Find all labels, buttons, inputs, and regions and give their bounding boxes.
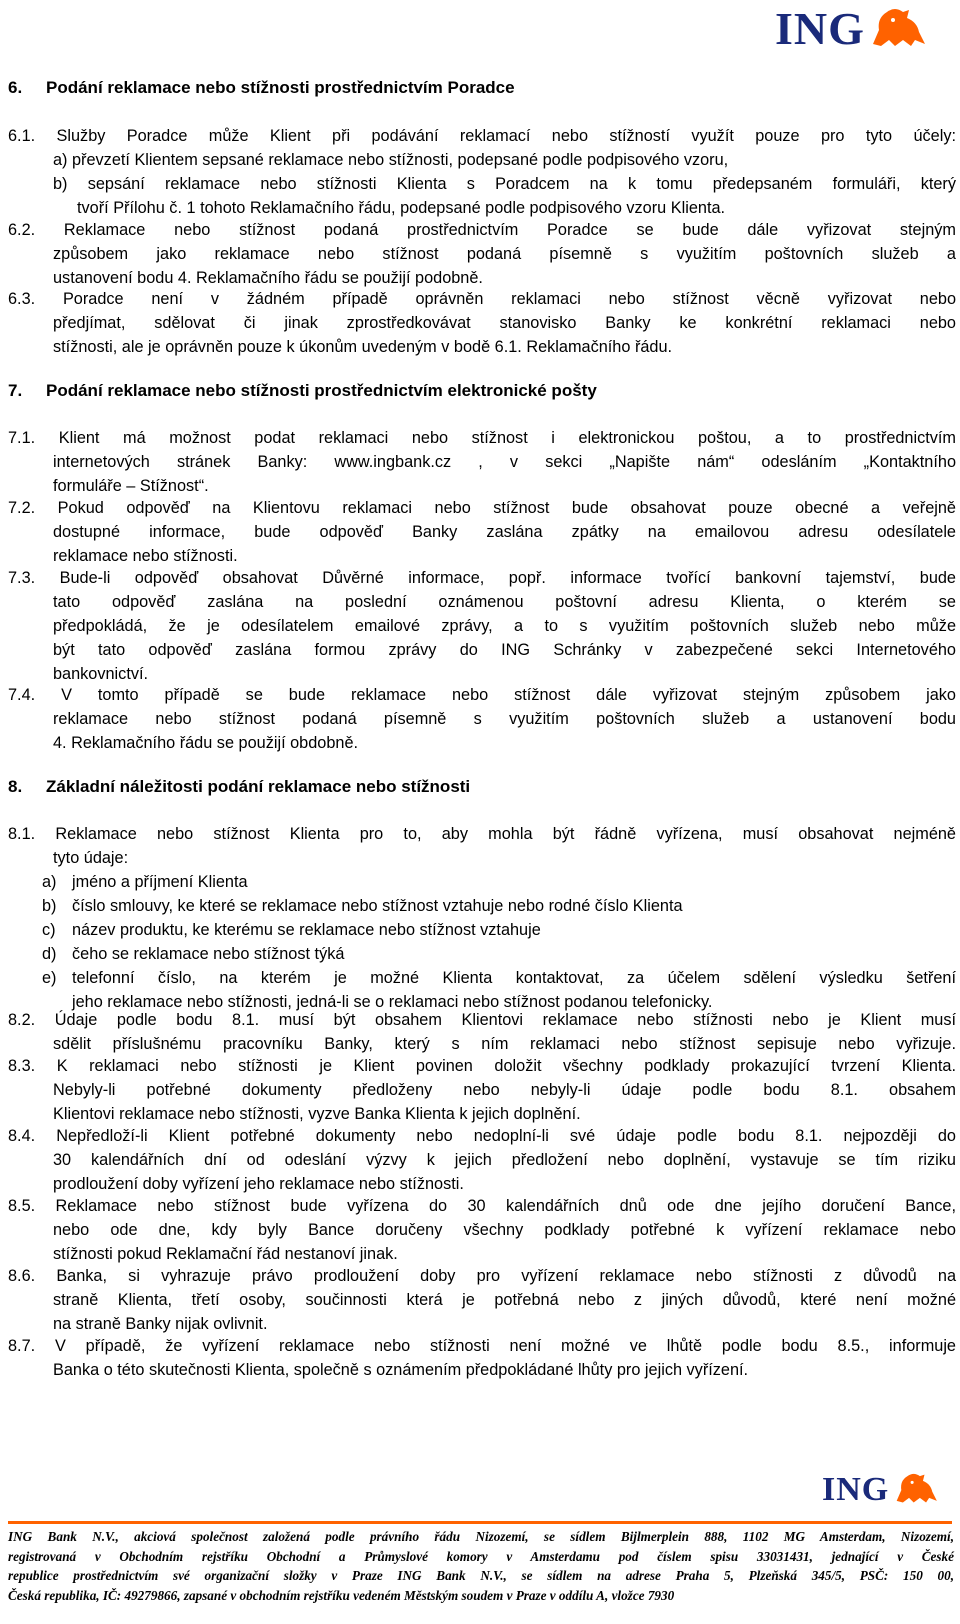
- section-number: 7.: [8, 381, 23, 400]
- list-item-label: b): [42, 897, 57, 915]
- lion-icon: [869, 4, 927, 53]
- text-line: stížnosti, ale je oprávněn pouze k úkonům uvedeným v bodě 6.1. Reklamačního řádu.: [53, 338, 673, 356]
- text-line: formuláře – Stížnost“.: [53, 477, 209, 495]
- list-item: [8, 870, 956, 894]
- section-8-heading: [8, 776, 470, 798]
- text-line: způsobem jako reklamace nebo stížnost podaná písemně s využitím poštovních služeb a: [53, 245, 956, 263]
- text-line: Banka o této skutečnosti Klienta, společně s oznámením předpokládané lhůty pro jejich vyřízení.: [53, 1361, 749, 1379]
- text-line: 6.3. Poradce není v žádném případě oprávněn reklamaci nebo stížnost věcně vyřizovat nebo: [8, 290, 956, 308]
- section-7-heading: [8, 380, 597, 402]
- list-item-label: e): [42, 969, 57, 987]
- section-title: Podání reklamace nebo stížnosti prostřednictvím elektronické pošty: [46, 381, 597, 400]
- text-line: b) sepsání reklamace nebo stížnosti Klienta s Poradcem na k tomu předepsaném formuláři, který: [53, 175, 956, 193]
- text-line: 8.2. Údaje podle bodu 8.1. musí být obsahem Klientovi reklamace nebo stížnosti nebo je Klient musí: [8, 1011, 956, 1029]
- list-item-label: d): [42, 945, 57, 963]
- text-line: 8.5. Reklamace nebo stížnost bude vyřízena do 30 kalendářních dnů ode dne jejího doručení Bance,: [8, 1197, 956, 1215]
- text-line: Nebyly-li potřebné dokumenty předloženy nebo nebyly-li údaje podle bodu 8.1. obsahem: [53, 1081, 956, 1099]
- footer-line: registrovaná v Obchodním rejstříku Obchodní a Průmyslové komory v Amsterdamu pod číslem spisu 33031431, jednající v České: [8, 1548, 954, 1564]
- section-title: Základní náležitosti podání reklamace nebo stížnosti: [46, 777, 471, 796]
- text-line: Klientovi reklamace nebo stížnosti, vyzve Banka Klienta k jejich doplnění.: [53, 1105, 581, 1123]
- paragraph-7-1: [8, 426, 956, 498]
- list-item: [8, 918, 956, 942]
- section-6-heading: [8, 77, 515, 99]
- paragraph-8-6: [8, 1264, 956, 1336]
- list-item-text: telefonní číslo, na kterém je možné Klienta kontaktovat, za účelem sdělení výsledku šetření: [72, 969, 956, 987]
- list-item-text: čeho se reklamace nebo stížnost týká: [72, 945, 345, 963]
- ing-logo-header: [775, 4, 927, 53]
- paragraph-6-2: [8, 218, 956, 290]
- paragraph-8-4: [8, 1124, 956, 1196]
- text-line: 30 kalendářních dní od odeslání výzvy k jejich předložení nebo doplnění, vystavuje se tím riziku: [53, 1151, 956, 1169]
- lion-icon: [893, 1470, 939, 1509]
- text-line: být tato odpověď zaslána formou zprávy do ING Schránky v zabezpečené sekci Internetového: [53, 641, 956, 659]
- text-line: 8.6. Banka, si vyhrazuje právo prodloužení doby pro vyřízení reklamace nebo stížnosti z důvodů na: [8, 1267, 956, 1285]
- footer-legal-text: [8, 1527, 954, 1605]
- ing-logo-footer: [822, 1470, 939, 1509]
- text-line: straně Klienta, třetí osoby, součinnosti která je potřebná nebo z jiných důvodů, které není možné: [53, 1291, 956, 1309]
- text-line: nebo ode dne, kdy byly Bance doručeny všechny podklady potřebné k vyřízení reklamace nebo: [53, 1221, 956, 1239]
- footer-line: ING Bank N.V., akciová společnost založená podle právního řádu Nizozemí, se sídlem Bijlmerplein 888, 1102 MG Amsterdam, Nizozemí,: [8, 1529, 954, 1544]
- list-item: [8, 942, 956, 966]
- paragraph-6-3: [8, 287, 956, 359]
- paragraph-7-4: [8, 683, 956, 755]
- text-line: tvoří Přílohu č. 1 tohoto Reklamačního řádu, podepsané podle podpisového vzoru Klienta.: [77, 199, 726, 217]
- footer-line: Česká republika, IČ: 49279866, zapsané v obchodním rejstříku vedeném Městským soudem v Praze v oddílu A, vložce 7930: [8, 1587, 675, 1603]
- section-number: 8.: [8, 777, 23, 796]
- text-line: předjímat, sdělovat či jinak zprostředkovávat stanovisko Banky ke konkrétní reklamaci nebo: [53, 314, 956, 332]
- paragraph-6-1: [8, 124, 956, 220]
- paragraph-8-7: [8, 1334, 956, 1382]
- section-title: Podání reklamace nebo stížnosti prostřednictvím Poradce: [46, 78, 515, 97]
- list-item-text: název produktu, ke kterému se reklamace nebo stížnost vztahuje: [72, 921, 541, 939]
- list-item: [8, 966, 956, 1014]
- text-line: 7.3. Bude-li odpověď obsahovat Důvěrné informace, popř. informace tvořící bankovní tajemství, bude: [8, 569, 956, 587]
- text-line: a) převzetí Klientem sepsané reklamace nebo stížnosti, podepsané podle podpisového vzoru,: [53, 151, 729, 169]
- list-item-label: c): [42, 921, 56, 939]
- paragraph-8-5: [8, 1194, 956, 1266]
- text-line: 7.1. Klient má možnost podat reklamaci nebo stížnost i elektronickou poštou, a to prostřednictvím: [8, 429, 956, 447]
- list-item-label: a): [42, 873, 57, 891]
- text-line: 6.1. Služby Poradce může Klient při podávání reklamací nebo stížností využít pouze pro tyto účely:: [8, 127, 956, 145]
- text-line: reklamace nebo stížnost podaná písemně s využitím poštovních služeb a ustanovení bodu: [53, 710, 956, 728]
- section-number: 6.: [8, 78, 23, 97]
- text-line: stížnosti pokud Reklamační řád nestanoví jinak.: [53, 1245, 398, 1263]
- paragraph-8-3: [8, 1054, 956, 1126]
- list-item-text: jeho reklamace nebo stížnosti, jedná-li se o reklamaci nebo stížnost podanou telefonicky.: [72, 993, 713, 1011]
- text-line: 8.4. Nepředloží-li Klient potřebné dokumenty nebo nedoplní-li své údaje podle bodu 8.1. nejpozději do: [8, 1127, 956, 1145]
- list-item-text: číslo smlouvy, ke které se reklamace nebo stížnost vztahuje nebo rodné číslo Klienta: [72, 897, 683, 915]
- text-line: 8.3. K reklamaci nebo stížnosti je Klient povinen doložit všechny podklady prokazující tvrzení Klienta.: [8, 1057, 956, 1075]
- paragraph-8-2: [8, 1008, 956, 1056]
- text-line: tyto údaje:: [53, 849, 129, 867]
- text-line: 6.2. Reklamace nebo stížnost podaná prostřednictvím Poradce se bude dále vyřizovat stejným: [8, 221, 956, 239]
- list-item-text: jméno a příjmení Klienta: [72, 873, 248, 891]
- ing-logo-text: ING: [822, 1470, 890, 1508]
- footer-line: republice prostřednictvím své organizační složky v Praze ING Bank N.V., se sídlem na adrese Praha 5, Plzeňská 345/5, PSČ: 150 00,: [8, 1568, 954, 1583]
- list-item: [8, 894, 956, 918]
- text-line: dostupné informace, bude odpověď Banky zaslána zpátky na emailovou adresu odesílatele: [53, 523, 956, 541]
- text-line: 8.7. V případě, že vyřízení reklamace nebo stížnosti není možné ve lhůtě podle bodu 8.5., informuje: [8, 1337, 956, 1355]
- text-line: prodloužení doby vyřízení jeho reklamace nebo stížnosti.: [53, 1175, 464, 1193]
- paragraph-7-3: [8, 566, 956, 686]
- text-line: 7.4. V tomto případě se bude reklamace nebo stížnost dále vyřizovat stejným způsobem jako: [8, 686, 956, 704]
- text-line: 8.1. Reklamace nebo stížnost Klienta pro to, aby mohla být řádně vyřízena, musí obsahovat nejméně: [8, 825, 956, 843]
- footer-divider: [8, 1521, 952, 1524]
- text-line: 4. Reklamačního řádu se použijí obdobně.: [53, 734, 359, 752]
- paragraph-8-1: [8, 822, 956, 1014]
- text-line: 7.2. Pokud odpověď na Klientovu reklamaci nebo stížnost bude obsahovat pouze obecné a veřejně: [8, 499, 956, 517]
- ing-logo-text: ING: [775, 2, 865, 54]
- text-line: bankovnictví.: [53, 665, 149, 683]
- text-line: sdělit příslušnému pracovníku Banky, který s ním reklamaci nebo stížnost sepisuje nebo vyřizuje.: [53, 1035, 956, 1053]
- text-line: tato odpověď zaslána na poslední oznámenou poštovní adresu Klienta, o kterém se: [53, 593, 956, 611]
- text-line: předpokládá, že je odesílatelem emailové zprávy, a to s využitím poštovních služeb nebo může: [53, 617, 956, 635]
- text-line: ustanovení bodu 4. Reklamačního řádu se použijí podobně.: [53, 269, 483, 287]
- text-line: na straně Banky nijak ovlivnit.: [53, 1315, 268, 1333]
- text-line: reklamace nebo stížnosti.: [53, 547, 238, 565]
- text-line: internetových stránek Banky: www.ingbank.cz , v sekci „Napište nám“ odesláním „Kontaktního: [53, 453, 956, 471]
- paragraph-7-2: [8, 496, 956, 568]
